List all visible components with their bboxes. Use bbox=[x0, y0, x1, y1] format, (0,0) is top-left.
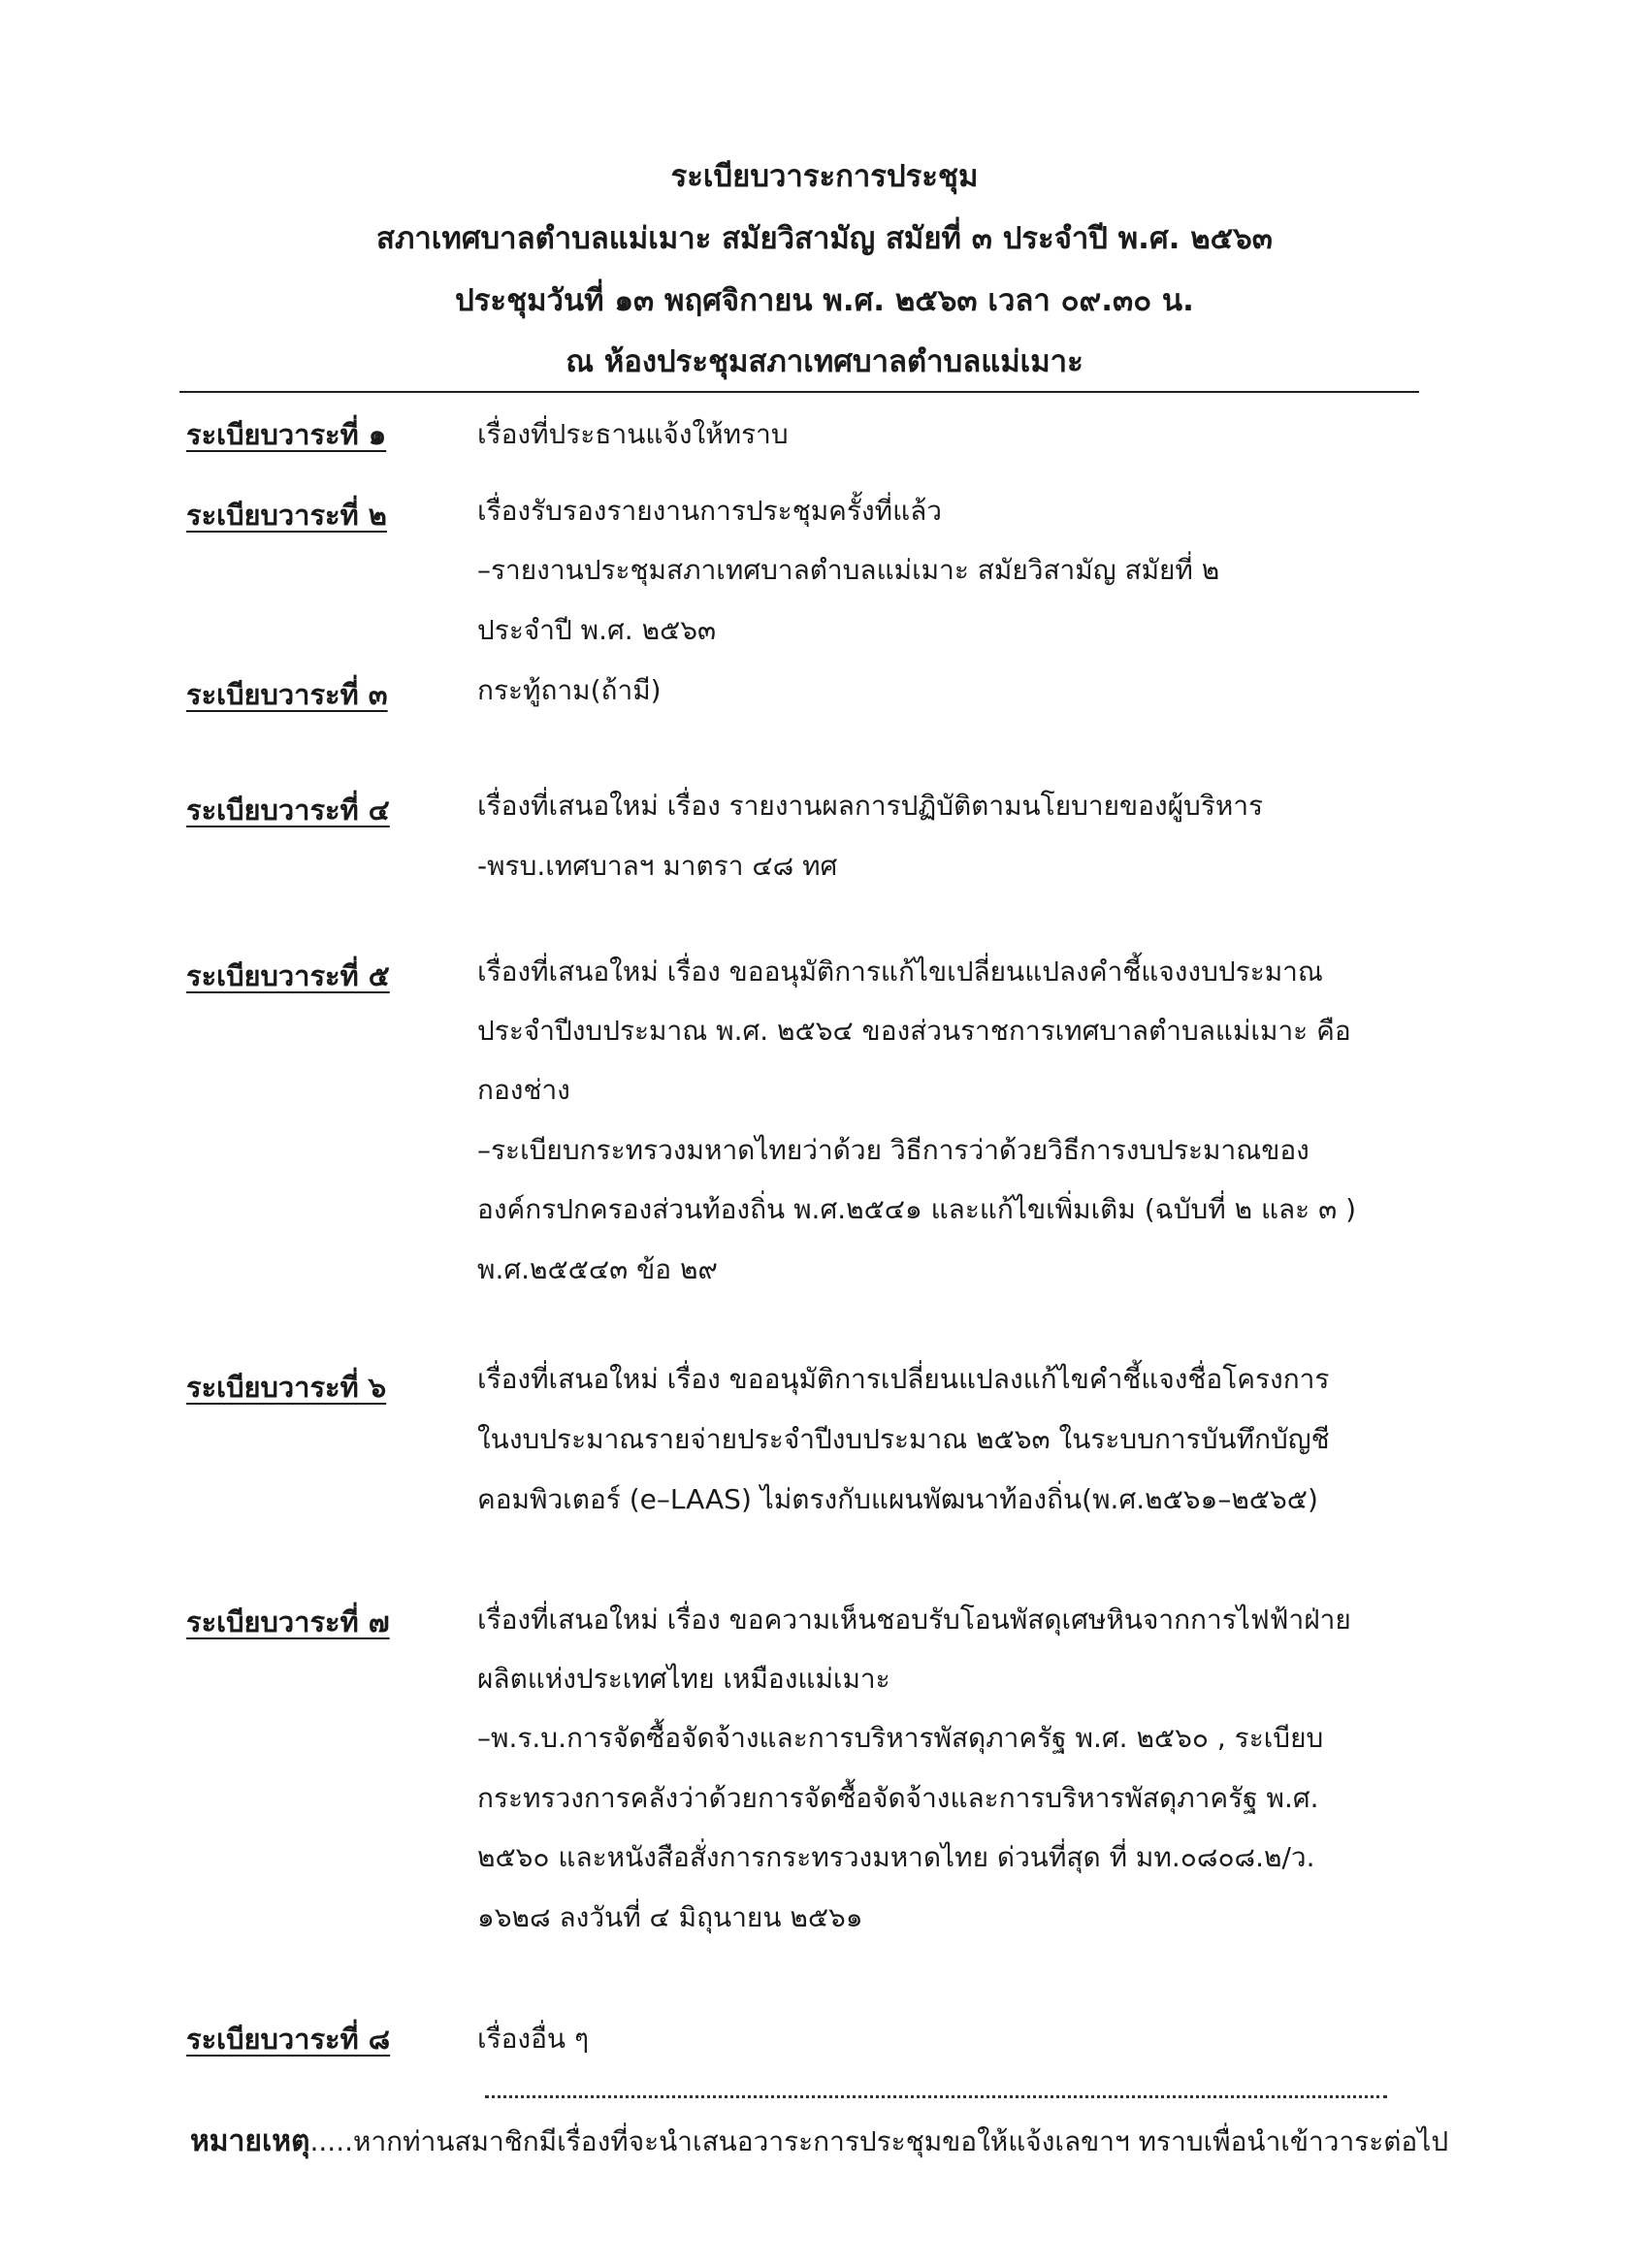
agenda-item-text: เรื่องที่เสนอใหม่ เรื่อง ขออนุมัติการแก้ไขเปลี่ยนแปลงคำชี้แจงงบประมาณ bbox=[477, 956, 1323, 988]
agenda-item-text: กระทรวงการคลังว่าด้วยการจัดซื้อจัดจ้างและการบริหารพัสดุภาครัฐ พ.ศ. bbox=[477, 1782, 1319, 1814]
agenda-item-text: คอมพิวเตอร์ (e–LAAS) ไม่ตรงกับแผนพัฒนาท้องถิ่น(พ.ศ.๒๕๖๑–๒๕๖๕) bbox=[477, 1483, 1318, 1515]
dotted-blank-line bbox=[485, 2095, 1387, 2098]
agenda-item-text: ประจำปี พ.ศ. ๒๕๖๓ bbox=[477, 614, 717, 646]
agenda-item-label: ระเบียบวาระที่ ๑ bbox=[186, 418, 387, 451]
agenda-item-text: -พรบ.เทศบาลฯ มาตรา ๔๘ ทศ bbox=[477, 850, 838, 882]
meeting-date-line: ประชุมวันที่ ๑๓ พฤศจิกายน พ.ศ. ๒๕๖๓ เวลา ๐๙.๓๐ น. bbox=[455, 283, 1194, 318]
agenda-item-label: ระเบียบวาระที่ ๖ bbox=[186, 1371, 387, 1404]
agenda-item-label: ระเบียบวาระที่ ๕ bbox=[186, 959, 390, 992]
agenda-item-text: –รายงานประชุมสภาเทศบาลตำบลแม่เมาะ สมัยวิสามัญ สมัยที่ ๒ bbox=[477, 554, 1220, 586]
agenda-item-text: กองช่าง bbox=[477, 1074, 570, 1106]
footnote bbox=[190, 2122, 1448, 2161]
agenda-item-label: ระเบียบวาระที่ ๒ bbox=[186, 499, 387, 532]
agenda-item-text: เรื่องที่เสนอใหม่ เรื่อง ขออนุมัติการเปลี่ยนแปลงแก้ไขคำชี้แจงชื่อโครงการ bbox=[477, 1363, 1330, 1395]
footnote-label: หมายเหตุ bbox=[190, 2124, 310, 2158]
agenda-item-text: –ระเบียบกระทรวงมหาดไทยว่าด้วย วิธีการว่าด้วยวิธีการงบประมาณของ bbox=[477, 1134, 1310, 1166]
document-title: ระเบียบวาระการประชุม bbox=[670, 159, 979, 194]
agenda-item-text: เรื่องรับรองรายงานการประชุมครั้งที่แล้ว bbox=[477, 495, 942, 527]
agenda-item-text: พ.ศ.๒๕๕๔๓ ข้อ ๒๙ bbox=[477, 1253, 718, 1285]
agenda-item-text: ประจำปีงบประมาณ พ.ศ. ๒๕๖๔ ของส่วนราชการเทศบาลตำบลแม่เมาะ คือ bbox=[477, 1015, 1351, 1047]
agenda-item-label: ระเบียบวาระที่ ๗ bbox=[186, 1605, 390, 1638]
session-line: สภาเทศบาลตำบลแม่เมาะ สมัยวิสามัญ สมัยที่ ๓ ประจำปี พ.ศ. ๒๕๖๓ bbox=[376, 221, 1273, 256]
agenda-item-text: ผลิตแห่งประเทศไทย เหมืองแม่เมาะ bbox=[477, 1663, 890, 1695]
footnote-text: .....หากท่านสมาชิกมีเรื่องที่จะนำเสนอวาระการประชุมขอให้แจ้งเลขาฯ ทราบเพื่อนำเข้าวาระต่อไป bbox=[309, 2125, 1449, 2157]
agenda-item-text: ๑๖๒๘ ลงวันที่ ๔ มิถุนายน ๒๕๖๑ bbox=[477, 1901, 863, 1933]
header-divider bbox=[179, 391, 1419, 393]
agenda-item-text: เรื่องที่เสนอใหม่ เรื่อง ขอความเห็นชอบรับโอนพัสดุเศษหินจากการไฟฟ้าฝ่าย bbox=[477, 1604, 1351, 1636]
agenda-item-label: ระเบียบวาระที่ ๔ bbox=[186, 794, 390, 826]
agenda-item-text: ในงบประมาณรายจ่ายประจำปีงบประมาณ ๒๕๖๓ ในระบบการบันทึกบัญชี bbox=[477, 1423, 1330, 1455]
agenda-item-text: ๒๕๖๐ และหนังสือสั่งการกระทรวงมหาดไทย ด่วนที่สุด ที่ มท.๐๘๐๘.๒/ว. bbox=[477, 1841, 1315, 1873]
agenda-item-label: ระเบียบวาระที่ ๘ bbox=[186, 2023, 391, 2056]
agenda-item-label: ระเบียบวาระที่ ๓ bbox=[186, 678, 388, 711]
agenda-item-text: เรื่องที่เสนอใหม่ เรื่อง รายงานผลการปฏิบัติตามนโยบายของผู้บริหาร bbox=[477, 790, 1264, 822]
agenda-item-text: เรื่องที่ประธานแจ้งให้ทราบ bbox=[477, 418, 789, 450]
agenda-item-text: –พ.ร.บ.การจัดซื้อจัดจ้างและการบริหารพัสดุภาครัฐ พ.ศ. ๒๕๖๐ , ระเบียบ bbox=[477, 1722, 1324, 1754]
agenda-item-text: องค์กรปกครองส่วนท้องถิ่น พ.ศ.๒๕๔๑ และแก้ไขเพิ่มเติม (ฉบับที่ ๒ และ ๓ ) bbox=[477, 1193, 1357, 1225]
meeting-venue-line: ณ ห้องประชุมสภาเทศบาลตำบลแม่เมาะ bbox=[566, 344, 1083, 379]
agenda-item-text: กระทู้ถาม(ถ้ามี) bbox=[477, 674, 662, 706]
agenda-item-text: เรื่องอื่น ๆ bbox=[477, 2023, 589, 2055]
